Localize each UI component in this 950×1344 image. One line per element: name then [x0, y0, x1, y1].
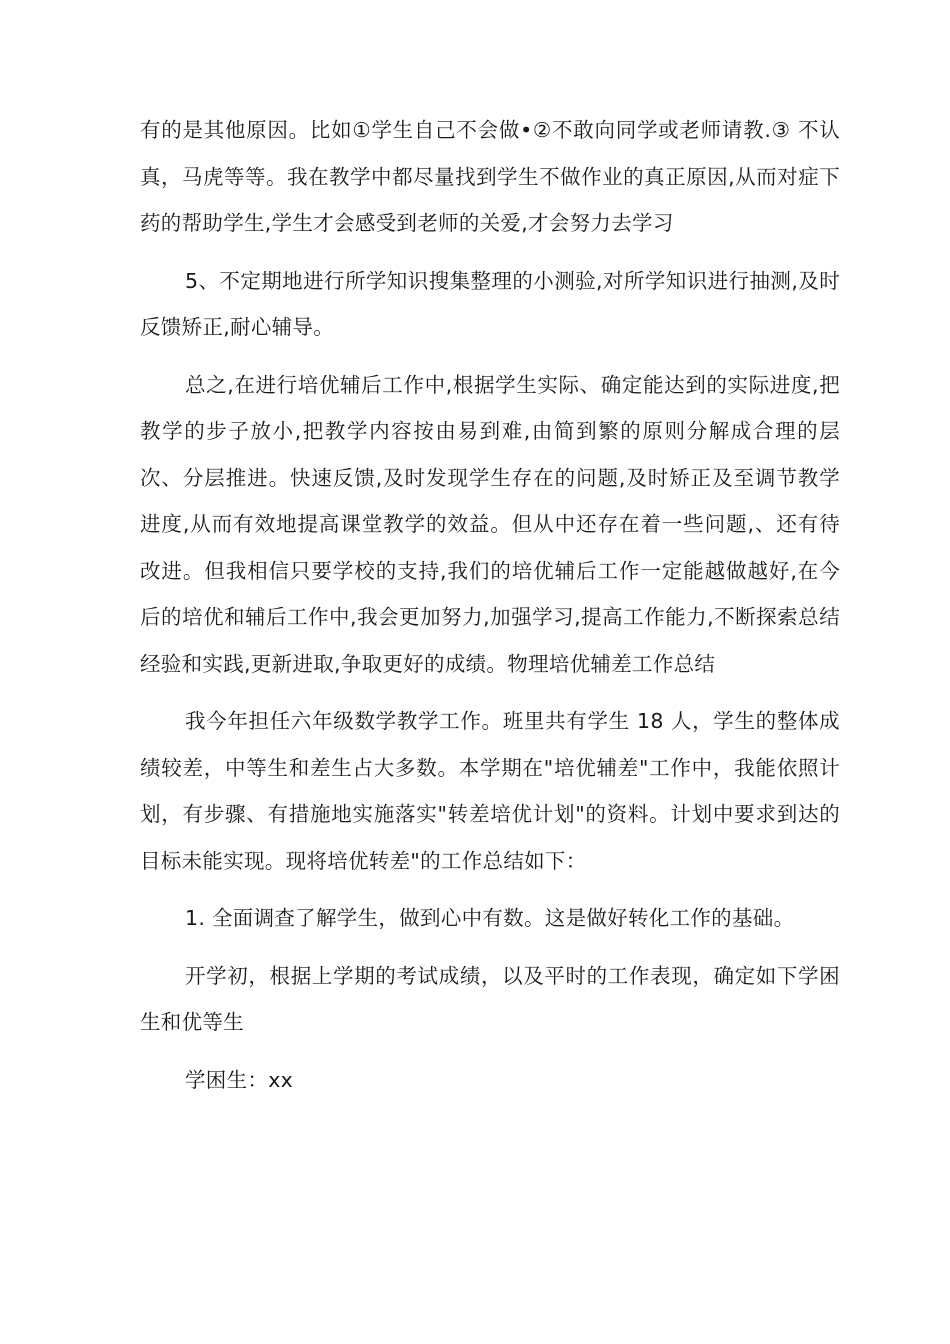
- paragraph-2: 5、不定期地进行所学知识搜集整理的小测验,对所学知识进行抽测,及时反馈矫正,耐心辅导。: [140, 268, 840, 339]
- paragraph-5: 1. 全面调查了解学生，做到心中有数。这是做好转化工作的基础。: [185, 906, 795, 930]
- paragraph-1: 有的是其他原因。比如①学生自己不会做•②不敢向同学或老师请教.③ 不认真，马虎等等。我在教学中都尽量找到学生不做作业的真正原因,从而对症下药的帮助学生,学生才会感受到老师的关爱,才会努力去学习: [140, 118, 840, 235]
- document-body: [140, 107, 840, 1114]
- paragraph-4: 我今年担任六年级数学教学工作。班里共有学生 18 人，学生的整体成绩较差，中等生和差生占大多数。本学期在"培优辅差"工作中，我能依照计划，有步骤、有措施地实施落实"转差培优计划"的资料。计划中要求到达的目标未能实现。现将培优转差"的工作总结如下：: [140, 709, 840, 873]
- paragraph-3: 总之,在进行培优辅后工作中,根据学生实际、确定能达到的实际进度,把教学的步子放小,把教学内容按由易到难,由简到繁的原则分解成合理的层次、分层推进。快速反馈,及时发现学生存在的问题,及时矫正及至调节教学进度,从而有效地提高课堂教学的效益。但从中还存在着一些问题,、还有待改进。但我相信只要学校的支持,我们的培优辅后工作一定能越做越好,在今后的培优和辅后工作中,我会更加努力,加强学习,提高工作能力,不断探索总结经验和实践,更新进取,争取更好的成绩。物理培优辅差工作总结: [140, 372, 840, 676]
- paragraph-7: 学困生：xx: [185, 1067, 294, 1092]
- paragraph-6: 开学初，根据上学期的考试成绩，以及平时的工作表现，确定如下学困生和优等生: [140, 963, 840, 1034]
